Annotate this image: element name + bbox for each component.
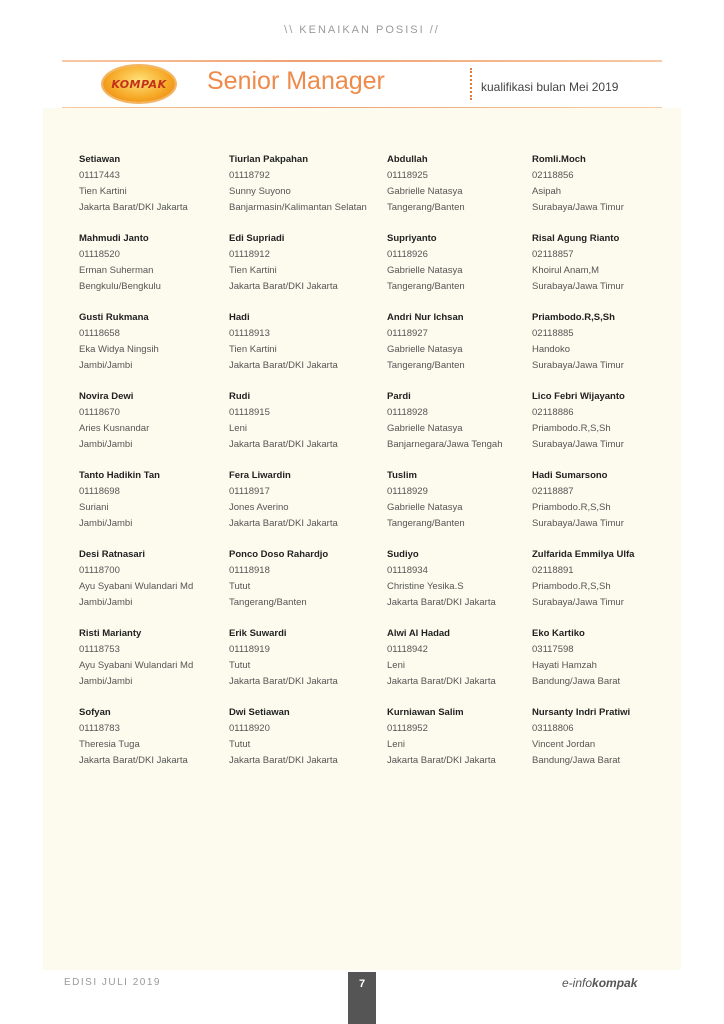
entry xyxy=(229,152,367,216)
entry-location: Surabaya/Jawa Timur xyxy=(532,281,624,292)
brand-suffix: kompak xyxy=(592,976,638,990)
header-vertical-divider xyxy=(470,68,472,100)
entry-location: Jakarta Barat/DKI Jakarta xyxy=(229,518,338,529)
entry-location: Jakarta Barat/DKI Jakarta xyxy=(387,676,496,687)
entry-sponsor: Gabrielle Natasya xyxy=(387,344,463,355)
entry-location: Banjarnegara/Jawa Tengah xyxy=(387,439,503,450)
entry-sponsor: Leni xyxy=(387,739,405,750)
entry-id: 02118885 xyxy=(532,328,574,339)
entry-id: 03117598 xyxy=(532,644,574,655)
entry-sponsor: Erman Suherman xyxy=(79,265,154,276)
entry-location: Surabaya/Jawa Timur xyxy=(532,597,624,608)
entry-name: Kurniawan Salim xyxy=(387,707,464,718)
entry-id: 01117443 xyxy=(79,170,120,181)
entry-location: Jakarta Barat/DKI Jakarta xyxy=(229,439,338,450)
entry-id: 01118658 xyxy=(79,328,120,339)
entry xyxy=(387,152,465,216)
header-divider-top xyxy=(62,60,662,62)
entry-id: 01118952 xyxy=(387,723,428,734)
entry-id: 02118856 xyxy=(532,170,574,181)
entry-name: Sudiyo xyxy=(387,549,419,560)
entry-sponsor: Aries Kusnandar xyxy=(79,423,150,434)
entry xyxy=(229,626,338,690)
entry-location: Jambi/Jambi xyxy=(79,597,133,608)
entry-sponsor: Tutut xyxy=(229,739,251,750)
entry-name: Nursanty Indri Pratiwi xyxy=(532,707,631,718)
entry-location: Jakarta Barat/DKI Jakarta xyxy=(229,755,338,766)
entry-name: Setiawan xyxy=(79,154,121,165)
entry-sponsor: Tien Kartini xyxy=(229,265,277,276)
entry-name: Risti Marianty xyxy=(79,628,142,639)
entry xyxy=(79,389,149,453)
entry xyxy=(532,468,624,532)
entry-id: 01118520 xyxy=(79,249,120,260)
entry-location: Bengkulu/Bengkulu xyxy=(79,281,161,292)
entry-name: Zulfarida Emmilya Ulfa xyxy=(532,549,635,560)
entry-location: Tangerang/Banten xyxy=(387,202,465,213)
entry-location: Jakarta Barat/DKI Jakarta xyxy=(387,597,496,608)
entry-sponsor: Gabrielle Natasya xyxy=(387,423,463,434)
entry-sponsor: Handoko xyxy=(532,344,571,355)
entry-sponsor: Ayu Syabani Wulandari Md xyxy=(79,581,194,592)
entry-sponsor: Vincent Jordan xyxy=(532,739,596,750)
entry-sponsor: Asipah xyxy=(532,186,562,197)
entry-location: Tangerang/Banten xyxy=(387,360,465,371)
entry-sponsor: Theresia Tuga xyxy=(79,739,140,750)
entry xyxy=(532,310,624,374)
entry-sponsor: Sunny Suyono xyxy=(229,186,291,197)
entry-name: Hadi Sumarsono xyxy=(532,470,608,481)
entry-sponsor: Priambodo.R,S,Sh xyxy=(532,502,611,513)
entry-name: Desi Ratnasari xyxy=(79,549,146,560)
entry-name: Ponco Doso Rahardjo xyxy=(229,549,329,560)
entry-location: Tangerang/Banten xyxy=(229,597,307,608)
entry-location: Surabaya/Jawa Timur xyxy=(532,202,624,213)
entry xyxy=(532,231,624,295)
entry-location: Jakarta Barat/DKI Jakarta xyxy=(79,755,188,766)
entry-name: Mahmudi Janto xyxy=(79,233,149,244)
entry-name: Risal Agung Rianto xyxy=(532,233,620,244)
entry-name: Abdullah xyxy=(387,154,428,165)
entry-name: Priambodo.R,S,Sh xyxy=(532,312,615,323)
entry xyxy=(229,468,338,532)
entry xyxy=(229,310,338,374)
entry-id: 01118783 xyxy=(79,723,120,734)
entry-location: Jakarta Barat/DKI Jakarta xyxy=(79,202,188,213)
entry-id: 01118753 xyxy=(79,644,120,655)
entry-sponsor: Priambodo.R,S,Sh xyxy=(532,423,611,434)
entry-name: Tanto Hadikin Tan xyxy=(79,470,160,481)
footer-brand xyxy=(562,976,637,990)
entry-location: Jambi/Jambi xyxy=(79,439,133,450)
entry-name: Eko Kartiko xyxy=(532,628,585,639)
entry-id: 02118887 xyxy=(532,486,574,497)
entry xyxy=(229,231,338,295)
entry-id: 01118918 xyxy=(229,565,270,576)
entry xyxy=(79,468,160,532)
entry-id: 01118942 xyxy=(387,644,428,655)
entry-location: Jambi/Jambi xyxy=(79,518,133,529)
entry-name: Hadi xyxy=(229,312,250,323)
entry-sponsor: Ayu Syabani Wulandari Md xyxy=(79,660,194,671)
entry xyxy=(532,547,634,611)
entry-location: Surabaya/Jawa Timur xyxy=(532,360,624,371)
entry-id: 01118913 xyxy=(229,328,270,339)
entry-location: Bandung/Jawa Barat xyxy=(532,755,621,766)
entry-sponsor: Suriani xyxy=(79,502,109,513)
entry-id: 01118698 xyxy=(79,486,120,497)
entry-id: 01118915 xyxy=(229,407,270,418)
entry-name: Supriyanto xyxy=(387,233,437,244)
entry xyxy=(387,626,496,690)
entry xyxy=(79,705,188,769)
entry-id: 02118857 xyxy=(532,249,574,260)
entry-location: Tangerang/Banten xyxy=(387,281,465,292)
entry xyxy=(532,389,625,453)
entry xyxy=(387,468,465,532)
entry-id: 01118670 xyxy=(79,407,120,418)
entry-sponsor: Gabrielle Natasya xyxy=(387,186,463,197)
entry xyxy=(79,626,193,690)
entry-name: Tiurlan Pakpahan xyxy=(229,154,309,165)
entry-location: Bandung/Jawa Barat xyxy=(532,676,621,687)
entry xyxy=(229,705,338,769)
entry-id: 01118926 xyxy=(387,249,428,260)
entry-location: Surabaya/Jawa Timur xyxy=(532,518,624,529)
entry-location: Banjarmasin/Kalimantan Selatan xyxy=(229,202,367,213)
entry xyxy=(79,152,188,216)
entry-name: Dwi Setiawan xyxy=(229,707,290,718)
entry-sponsor: Eka Widya Ningsih xyxy=(79,344,159,355)
entry-name: Gusti Rukmana xyxy=(79,312,149,323)
entry-location: Jakarta Barat/DKI Jakarta xyxy=(387,755,496,766)
entry-location: Surabaya/Jawa Timur xyxy=(532,439,624,450)
entry xyxy=(79,310,159,374)
entry-name: Fera Liwardin xyxy=(229,470,291,481)
entry xyxy=(79,231,161,295)
entry xyxy=(387,705,496,769)
entry-location: Jakarta Barat/DKI Jakarta xyxy=(229,360,338,371)
entry-location: Jambi/Jambi xyxy=(79,676,133,687)
entry-sponsor: Priambodo.R,S,Sh xyxy=(532,581,611,592)
entry-name: Alwi Al Hadad xyxy=(387,628,450,639)
entry-id: 03118806 xyxy=(532,723,574,734)
page-title: Senior Manager xyxy=(207,67,385,95)
entry-id: 01118934 xyxy=(387,565,428,576)
entry-sponsor: Tien Kartini xyxy=(229,344,277,355)
entry-id: 01118912 xyxy=(229,249,270,260)
brand-prefix: e-info xyxy=(562,976,593,990)
entry xyxy=(229,547,328,611)
entry-id: 01118917 xyxy=(229,486,270,497)
footer-edition: EDISI JULI 2019 xyxy=(64,977,161,988)
entry-sponsor: Leni xyxy=(387,660,405,671)
entry-id: 01118792 xyxy=(229,170,270,181)
entry-sponsor: Leni xyxy=(229,423,247,434)
entry-location: Tangerang/Banten xyxy=(387,518,465,529)
entry-name: Erik Suwardi xyxy=(229,628,287,639)
entry-id: 01118925 xyxy=(387,170,428,181)
entry-name: Rudi xyxy=(229,391,251,402)
page-number: 7 xyxy=(348,972,376,1024)
entry-sponsor: Tien Kartini xyxy=(79,186,127,197)
subtitle: kualifikasi bulan Mei 2019 xyxy=(481,80,619,94)
entry-id: 02118891 xyxy=(532,565,574,576)
section-label: \\ KENAIKAN POSISI // xyxy=(284,24,440,36)
entry-location: Jakarta Barat/DKI Jakarta xyxy=(229,281,338,292)
entry-sponsor: Khoirul Anam,M xyxy=(532,265,600,276)
logo-text: KOMPAK xyxy=(111,77,167,91)
logo xyxy=(103,66,175,102)
entry-sponsor: Gabrielle Natasya xyxy=(387,502,463,513)
entry-id: 01118700 xyxy=(79,565,120,576)
entry-name: Lico Febri Wijayanto xyxy=(532,391,625,402)
entry-location: Jambi/Jambi xyxy=(79,360,133,371)
entry-sponsor: Gabrielle Natasya xyxy=(387,265,463,276)
entry-sponsor: Christine Yesika.S xyxy=(387,581,464,592)
entry xyxy=(532,152,624,216)
entry xyxy=(532,705,630,769)
entry xyxy=(229,389,338,453)
entry-name: Romli.Moch xyxy=(532,154,586,165)
entry-id: 01118920 xyxy=(229,723,270,734)
entry-sponsor: Tutut xyxy=(229,660,251,671)
entry-id: 01118927 xyxy=(387,328,428,339)
entry xyxy=(387,310,465,374)
entry xyxy=(387,547,496,611)
entry-id: 01118929 xyxy=(387,486,428,497)
entry xyxy=(532,626,620,690)
entry-name: Andri Nur Ichsan xyxy=(387,312,464,323)
entry-name: Pardi xyxy=(387,391,411,402)
entry-name: Edi Supriadi xyxy=(229,233,285,244)
entry-name: Novira Dewi xyxy=(79,391,134,402)
entry-id: 01118928 xyxy=(387,407,428,418)
entry-name: Sofyan xyxy=(79,707,111,718)
entry-sponsor: Tutut xyxy=(229,581,251,592)
entry-name: Tuslim xyxy=(387,470,417,481)
entry-sponsor: Jones Averino xyxy=(229,502,289,513)
entry-location: Jakarta Barat/DKI Jakarta xyxy=(229,676,338,687)
entry-id: 02118886 xyxy=(532,407,574,418)
entry xyxy=(387,231,465,295)
entry-id: 01118919 xyxy=(229,644,270,655)
entry xyxy=(387,389,503,453)
entry xyxy=(79,547,193,611)
entry-sponsor: Hayati Hamzah xyxy=(532,660,597,671)
